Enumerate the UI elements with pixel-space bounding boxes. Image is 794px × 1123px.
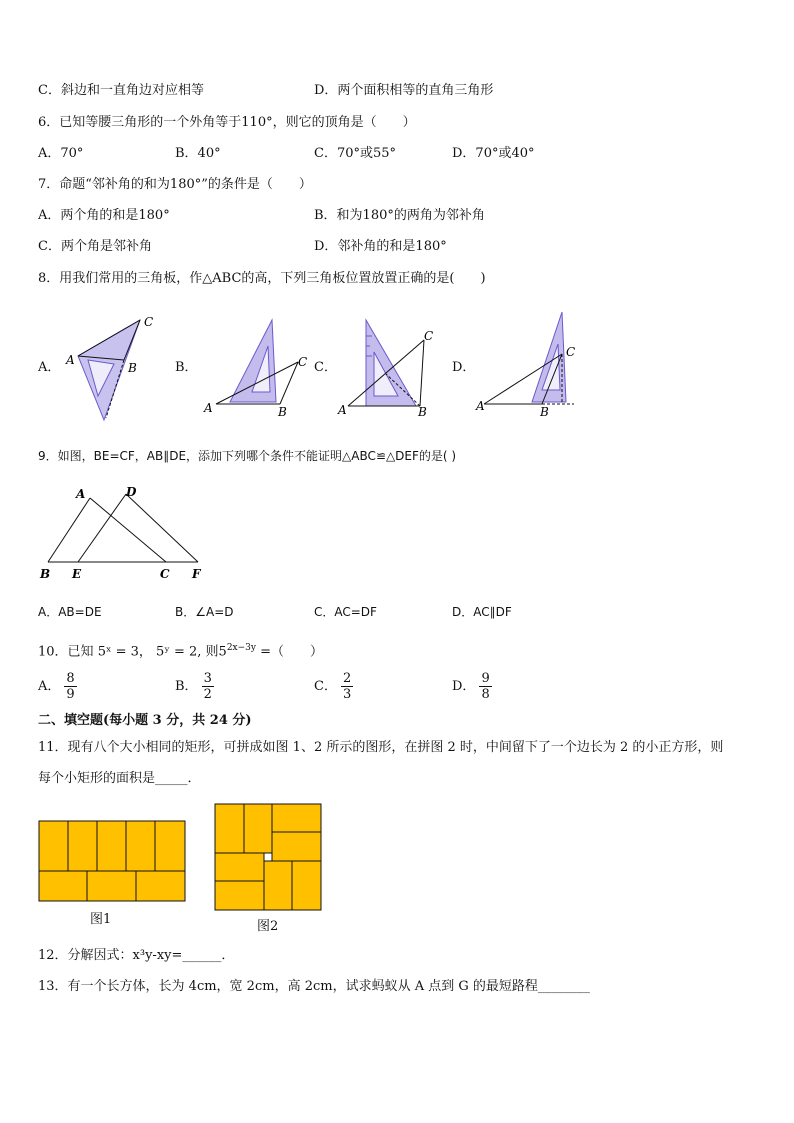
q6-option-a: A．70°: [38, 146, 84, 161]
q9-label-f: F: [192, 567, 201, 581]
q11-figure-2: [214, 803, 324, 913]
q11-stem-line2: 每个小矩形的面积是_____．: [38, 771, 201, 786]
q8-figure-d: [474, 310, 590, 420]
q8a-vertex-c: C: [144, 315, 154, 329]
q9-label-d: D: [126, 485, 137, 499]
q10-option-a-fraction: [64, 671, 76, 702]
q9-stem: 9．如图，BE=CF，AB∥DE，添加下列哪个条件不能证明△ABC≌△DEF的是( ): [38, 449, 457, 463]
q5-option-c: C．斜边和一直角边对应相等: [38, 83, 204, 98]
q12-stem: 12．分解因式：x³y-xy=______．: [38, 948, 235, 963]
q10-option-b-label: B．: [175, 679, 198, 694]
q6-option-b: B．40°: [175, 146, 221, 161]
q8d-vertex-c: C: [566, 345, 576, 359]
q6-option-c: C．70°或55°: [314, 146, 397, 161]
q11-figure-2-caption: 图2: [257, 919, 279, 934]
q8b-vertex-c: C: [298, 355, 308, 369]
q10-c-denominator: 3: [342, 687, 352, 702]
q10-expr-exponent: 2x−3y: [226, 643, 256, 653]
q10-stem-mid: 则: [205, 644, 219, 660]
q8b-vertex-b: B: [278, 405, 287, 419]
q7-stem: 7．命题“邻补角的和为180°”的条件是（ ）: [38, 177, 312, 192]
q10-expr-base: 5: [218, 644, 227, 660]
q9-label-a: A: [76, 487, 86, 501]
q10-stem-prefix: 10．已知: [38, 644, 94, 660]
q8-figure-b: [200, 316, 316, 420]
q8c-vertex-a: A: [338, 403, 347, 417]
q10-option-d: [452, 671, 492, 702]
q8-stem: 8．用我们常用的三角板，作△ABC的高，下列三角板位置放置正确的是( ): [38, 271, 486, 286]
q10-option-c-fraction: [341, 671, 353, 702]
q7-option-c: C．两个角是邻补角: [38, 239, 152, 254]
q9-option-a: A．AB=DE: [38, 605, 102, 619]
q8d-vertex-a: A: [476, 399, 485, 413]
q13-stem: 13．有一个长方体，长为 4cm，宽 2cm，高 2cm，试求蚂蚁从 A 点到 G 的最短路程________: [38, 979, 590, 994]
q9-label-b: B: [40, 567, 51, 581]
q8-option-b-label: B．: [175, 360, 198, 375]
q10-c-numerator: 2: [342, 671, 352, 686]
q9-option-c: C．AC=DF: [314, 605, 377, 619]
q5-option-d: D．两个面积相等的直角三角形: [314, 83, 494, 98]
q10-option-d-label: D．: [452, 679, 476, 694]
q10-option-c-label: C．: [314, 679, 337, 694]
q10-eq2: 5ʸ = 2: [156, 644, 198, 660]
q8c-vertex-b: B: [418, 405, 427, 419]
q10-option-c: [314, 671, 353, 702]
q8c-vertex-c: C: [424, 329, 434, 343]
q10-option-d-fraction: [479, 671, 491, 702]
q8-figure-a: [58, 312, 168, 428]
q7-option-d: D．邻补角的和是180°: [314, 239, 447, 254]
q8-figure-c: [336, 316, 440, 420]
q8a-vertex-a: A: [66, 353, 75, 367]
q10-option-a-label: A．: [38, 679, 61, 694]
q8a-vertex-b: B: [128, 361, 137, 375]
q9-option-d: D．AC∥DF: [452, 605, 512, 619]
q8b-vertex-a: A: [204, 401, 213, 415]
q11-figure-1: [38, 820, 186, 904]
q10-b-numerator: 3: [203, 671, 212, 686]
q10-b-denominator: 2: [203, 687, 212, 702]
q10-stem-suffix: =（ ）: [260, 644, 324, 660]
q10-option-b: [175, 671, 214, 702]
q9-option-b: B．∠A=D: [175, 605, 234, 619]
q8-option-d-label: D．: [452, 360, 476, 375]
q11-stem-line1: 11．现有八个大小相同的矩形，可拼成如图 1、2 所示的图形，在拼图 2 时，中间留下了一个边长为 2 的小正方形，则: [38, 740, 724, 755]
q10-option-b-fraction: [202, 671, 214, 702]
q8-option-a-label: A．: [38, 360, 61, 375]
q10-a-denominator: 9: [66, 687, 75, 702]
q9-label-c: C: [160, 567, 170, 581]
q8-option-c-label: C．: [314, 360, 337, 375]
q10-eq1: 5ˣ = 3: [97, 644, 139, 660]
q6-stem: 6．已知等腰三角形的一个外角等于110°，则它的顶角是（ ）: [38, 115, 416, 130]
q6-option-d: D．70°或40°: [452, 146, 535, 161]
q7-option-b: B．和为180°的两角为邻补角: [314, 208, 485, 223]
q10-option-a: [38, 671, 77, 702]
q8d-vertex-b: B: [540, 405, 549, 419]
q10-d-numerator: 9: [481, 671, 490, 686]
q10-stem: 10．已知 5ˣ = 3， 5ʸ = 2, 则$5^{2x-3y}$ =（ ）: [38, 643, 324, 660]
q11-figure-1-caption: 图1: [90, 912, 112, 927]
q10-d-denominator: 8: [481, 687, 490, 702]
q9-label-e: E: [72, 567, 82, 581]
q9-figure: [36, 482, 216, 584]
q10-a-numerator: 8: [66, 671, 75, 686]
q7-option-a: A．两个角的和是180°: [38, 208, 170, 223]
section-heading-fill-blank: 二、填空题(每小题 3 分，共 24 分): [38, 713, 252, 728]
